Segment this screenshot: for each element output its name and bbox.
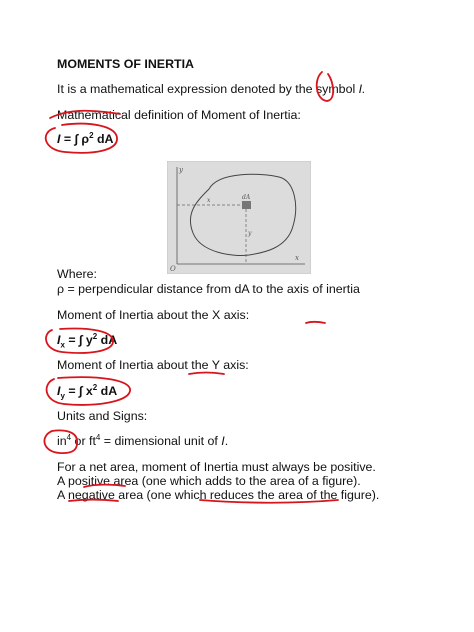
definition-label: Mathematical definition of Moment of Inertia: xyxy=(57,108,301,122)
x-axis-heading xyxy=(57,309,249,321)
heading: MOMENTS OF INERTIA xyxy=(57,57,194,71)
formula-ix-subscript: x xyxy=(60,340,65,350)
units-ft-power: 4 xyxy=(95,432,101,442)
formula-iy-symbol: I xyxy=(57,384,61,398)
x-axis-label: x xyxy=(295,254,299,262)
underline-y-axis xyxy=(189,373,224,375)
formula-iy-subscript: y xyxy=(60,391,65,401)
origin-label: O xyxy=(170,265,176,273)
units-in-power: 4 xyxy=(66,432,72,442)
diagram-background xyxy=(167,161,311,274)
units-desc: = dimensional unit of xyxy=(100,434,222,448)
formula-iy-rest-b: dA xyxy=(97,384,118,398)
x-axis-heading-pre: Moment of Inertia about the xyxy=(57,308,212,322)
intro-symbol: I. xyxy=(358,82,366,96)
units-line xyxy=(57,432,229,448)
negative-area-line: A negative area (one which reduces the area of the figure). xyxy=(57,488,380,502)
x-distance-label: x xyxy=(207,197,211,204)
net-area-line: For a net area, moment of Inertia must always be positive. xyxy=(57,460,376,474)
formula-i-rest-b: dA xyxy=(93,132,114,146)
y-axis-heading-pre: Moment of Inertia about the xyxy=(57,358,212,372)
formula-iy xyxy=(57,382,118,401)
units-or-ft: or ft xyxy=(71,434,96,448)
y-axis-heading-post: : xyxy=(245,358,249,372)
formula-iy-power: 2 xyxy=(92,382,98,392)
formula-ix-power: 2 xyxy=(92,331,98,341)
formula-ix-rest-b: dA xyxy=(97,333,118,347)
y-distance-label: y xyxy=(248,230,252,237)
y-axis-heading-axis: Y axis xyxy=(211,358,246,372)
where-label: Where: xyxy=(57,267,97,281)
formula-i-rest-a: = ∫ ρ xyxy=(60,132,90,146)
da-element xyxy=(242,201,251,209)
formula-i-power: 2 xyxy=(89,130,94,140)
formula-ix-symbol: I xyxy=(57,333,61,347)
y-axis-label: y xyxy=(179,166,183,174)
formula-iy-rest-a: = ∫ x xyxy=(64,384,93,398)
x-axis-heading-post: : xyxy=(245,308,250,322)
y-axis-heading xyxy=(57,359,249,371)
positive-area-line: A positive area (one which adds to the area of a figure). xyxy=(57,474,361,488)
units-symbol: I xyxy=(221,434,225,448)
formula-ix-rest-a: = ∫ y xyxy=(64,333,93,347)
units-period: . xyxy=(224,434,229,448)
formula-ix xyxy=(57,331,118,350)
intro-text xyxy=(57,83,366,95)
underline-x-axis xyxy=(306,322,325,323)
rho-definition: ρ = perpendicular distance from dA to the axis of inertia xyxy=(57,282,360,296)
intro-text-main: It is a mathematical expression denoted by the symbol xyxy=(57,82,359,96)
formula-i-symbol: I xyxy=(57,132,61,146)
formula-i xyxy=(57,130,114,146)
x-axis-heading-axis: X axis xyxy=(211,308,246,322)
da-label: dA xyxy=(242,194,251,201)
units-in: in xyxy=(57,434,67,448)
moment-of-inertia-diagram xyxy=(167,161,311,274)
units-heading: Units and Signs: xyxy=(57,409,148,423)
